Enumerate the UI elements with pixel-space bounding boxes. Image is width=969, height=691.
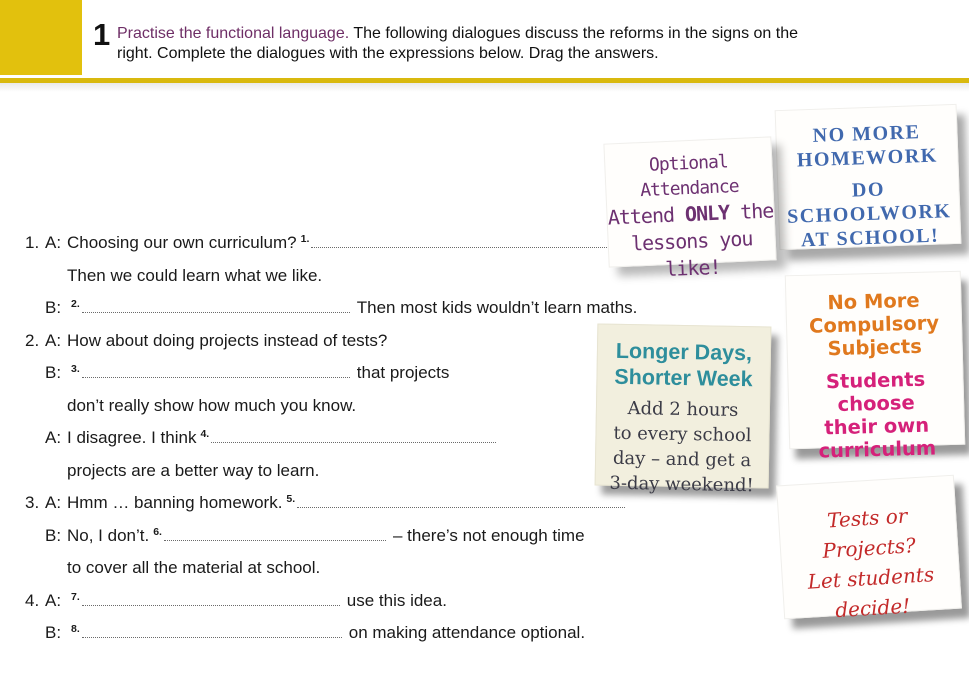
dialogue-text: that projects [356, 363, 450, 382]
answer-blank-4[interactable] [211, 430, 496, 443]
dialogue-number: 1. [25, 233, 40, 252]
dialogue-line [25, 585, 670, 618]
sign-text: HOMEWORK [796, 144, 939, 172]
answer-blank-8[interactable] [82, 625, 342, 638]
dialogue-text: – there’s not enough time [392, 525, 585, 545]
blank-number: 5. [286, 493, 296, 505]
dialogue-text: use this idea. [346, 590, 447, 610]
exercise-instructions [117, 24, 937, 64]
sign-longer-days-shorter-week [595, 323, 772, 497]
dialogue-line [25, 357, 670, 390]
dialogue-text: I disagree. I think [67, 428, 197, 447]
dialogue-line [25, 520, 670, 553]
dialogue-text: to cover all the material at school. [67, 558, 321, 577]
dialogue-line [25, 390, 670, 423]
sign-text: their own [824, 413, 930, 440]
sign-heading: Shorter Week [614, 364, 753, 392]
speaker-label: A: [45, 493, 62, 512]
dialogue-line [25, 292, 670, 325]
sign-text: NO MORE [812, 121, 921, 147]
dialogue-line [25, 227, 670, 260]
sign-tests-or-projects [776, 475, 962, 623]
dialogue-line [25, 422, 670, 455]
dialogue-line [25, 325, 670, 358]
blank-number: 4. [200, 428, 210, 440]
speaker-label: A: [45, 233, 62, 252]
sign-text: AT SCHOOL! [800, 224, 940, 252]
sign-body [595, 396, 769, 499]
sign-text: to every school [613, 422, 752, 447]
dialogue-text: How about doing projects instead of tests? [67, 330, 388, 350]
sign-text: Optional [648, 151, 729, 176]
speaker-label: B: [45, 525, 62, 545]
dialogue-text: Then most kids wouldn’t learn maths. [356, 298, 638, 317]
answer-blank-6[interactable] [164, 528, 386, 541]
dialogue-text: Hmm … banning homework. [67, 493, 283, 512]
dialogue-text: No, I don’t. [67, 525, 150, 545]
dialogue-number: 2. [25, 330, 40, 350]
speaker-label: B: [45, 363, 62, 382]
speaker-label: B: [45, 623, 62, 642]
answer-blank-2[interactable] [82, 300, 350, 313]
answer-blank-5[interactable] [297, 495, 625, 508]
sign-text: Let students [807, 562, 935, 594]
speaker-label: A: [45, 330, 62, 350]
dialogue-text: projects are a better way to learn. [67, 460, 320, 480]
dialogue-text: Choosing our own curriculum? [67, 233, 297, 252]
blank-number: 2. [71, 298, 80, 310]
sign-text: Attend [607, 202, 686, 230]
sign-heading: Longer Days, [615, 338, 753, 366]
speaker-label: A: [45, 428, 62, 447]
dialogue-line [25, 552, 670, 585]
dialogue-line [25, 455, 670, 488]
speaker-label: A: [45, 590, 62, 610]
gold-corner-block [0, 0, 82, 75]
dialogue-number: 3. [25, 493, 40, 512]
answer-blank-1[interactable] [311, 235, 611, 248]
speaker-label: B: [45, 298, 62, 317]
dialogue-line [25, 260, 670, 293]
dialogue-text: Then we could learn what we like. [67, 265, 323, 285]
divider-shadow [0, 83, 969, 92]
sign-text: Attendance [639, 175, 740, 202]
sign-heading: Compulsory [808, 311, 940, 338]
sign-no-more-compulsory-subjects [785, 271, 965, 463]
blank-number: 6. [153, 525, 162, 538]
sign-text: 3-day weekend! [609, 472, 754, 497]
blank-number: 1. [300, 233, 310, 245]
instruction-line-2: right. Complete the dialogues with the expressions below. Drag the answers. [117, 45, 659, 62]
instruction-rest: The following dialogues discuss the reforms in the signs on the [349, 25, 798, 42]
sign-text: day – and get a [612, 447, 752, 472]
sign-text: the [728, 198, 774, 225]
sign-text: Tests or Projects? [821, 503, 917, 563]
sign-text: curriculum [818, 436, 937, 463]
sign-text: decide! [834, 593, 911, 623]
dialogue-line [25, 487, 670, 520]
sign-body [788, 367, 964, 464]
sign-text: DO [851, 178, 886, 202]
sign-text: Add 2 hours [627, 398, 739, 421]
dialogues-section [25, 227, 670, 650]
blank-number: 8. [71, 623, 80, 635]
sign-text: SCHOOLWORK [786, 200, 952, 228]
sign-text: Students choose [825, 367, 926, 416]
answer-blank-7[interactable] [82, 593, 340, 606]
blank-number: 7. [71, 590, 80, 603]
dialogue-text: on making attendance optional. [348, 623, 586, 642]
blank-number: 3. [71, 363, 80, 375]
sign-heading: No More [827, 288, 920, 315]
dialogue-text: don’t really show how much you know. [67, 395, 357, 415]
dialogue-number: 4. [25, 590, 40, 610]
sign-optional-attendance [603, 136, 776, 282]
answer-blank-3[interactable] [82, 365, 350, 378]
instruction-highlight: Practise the functional language. [117, 25, 350, 42]
dialogue-line [25, 617, 670, 650]
exercise-number: 1 [93, 17, 111, 52]
instruction-line-1 [117, 24, 937, 44]
sign-text-bold: ONLY [684, 200, 730, 227]
sign-heading: Subjects [827, 334, 923, 361]
sign-no-more-homework [775, 104, 962, 250]
sign-text: lessons you like! [630, 226, 753, 282]
